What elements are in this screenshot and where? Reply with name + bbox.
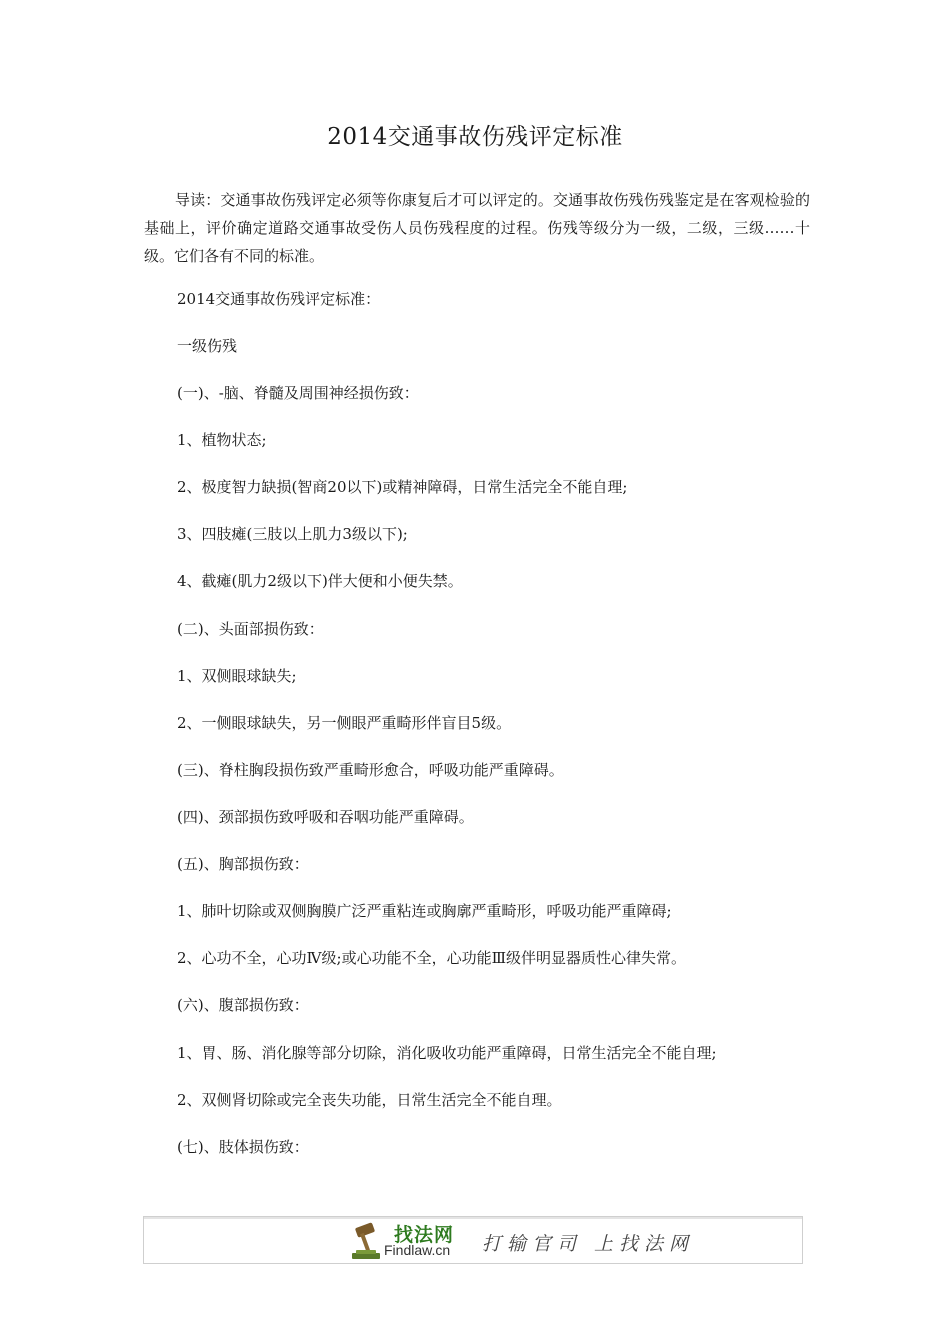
item-line: 2、一侧眼球缺失，另一侧眼严重畸形伴盲目5级。 [177,714,512,732]
gavel-icon [350,1221,384,1261]
item-line: 2、心功不全，心功Ⅳ级;或心功能不全，心功能Ⅲ级伴明显器质性心律失常。 [177,949,687,967]
category-line: (二)、头面部损伤致： [177,620,324,638]
category-line: (四)、颈部损伤致呼吸和吞咽功能严重障碍。 [177,808,474,826]
category-line: (六)、腹部损伤致： [177,996,309,1014]
item-line: 1、植物状态; [177,431,267,449]
category-line: (一)、-脑、脊髓及周围神经损伤致： [177,384,419,402]
banner-top-strip [144,1217,802,1219]
item-line: 4、截瘫(肌力2级以下)伴大便和小便失禁。 [177,572,463,590]
category-line: (三)、脊柱胸段损伤致严重畸形愈合，呼吸功能严重障碍。 [177,761,564,779]
item-line: 1、双侧眼球缺失; [177,667,297,685]
footer-banner [143,1216,803,1264]
intro-paragraph: 导读：交通事故伤残评定必须等你康复后才可以评定的。交通事故伤残伤残鉴定是在客观检验的基础上，评价确定道路交通事故受伤人员伤残程度的过程。伤残等级分为一级，二级，三级……十级。它们各有不同的标准。 [144,191,810,265]
logo-chinese-text: 找法网 [394,1224,455,1246]
logo-english-text: Findlaw.cn [384,1242,451,1258]
item-line: 2、极度智力缺损(智商20以下)或精神障碍，日常生活完全不能自理; [177,478,628,496]
slogan-text: 打输官司 上找法网 [482,1233,695,1255]
item-line: 2、双侧肾切除或完全丧失功能，日常生活完全不能自理。 [177,1091,562,1109]
category-line: (七)、肢体损伤致： [177,1138,309,1156]
page-title: 2014交通事故伤残评定标准 [327,124,623,150]
grade-heading: 一级伤残 [177,337,238,355]
item-line: 3、四肢瘫(三肢以上肌力3级以下); [177,525,408,543]
category-line: (五)、胸部损伤致： [177,855,309,873]
item-line: 1、肺叶切除或双侧胸膜广泛严重粘连或胸廓严重畸形，呼吸功能严重障碍; [177,902,672,920]
section-heading: 2014交通事故伤残评定标准： [177,290,381,308]
item-line: 1、胃、肠、消化腺等部分切除，消化吸收功能严重障碍，日常生活完全不能自理; [177,1044,717,1062]
